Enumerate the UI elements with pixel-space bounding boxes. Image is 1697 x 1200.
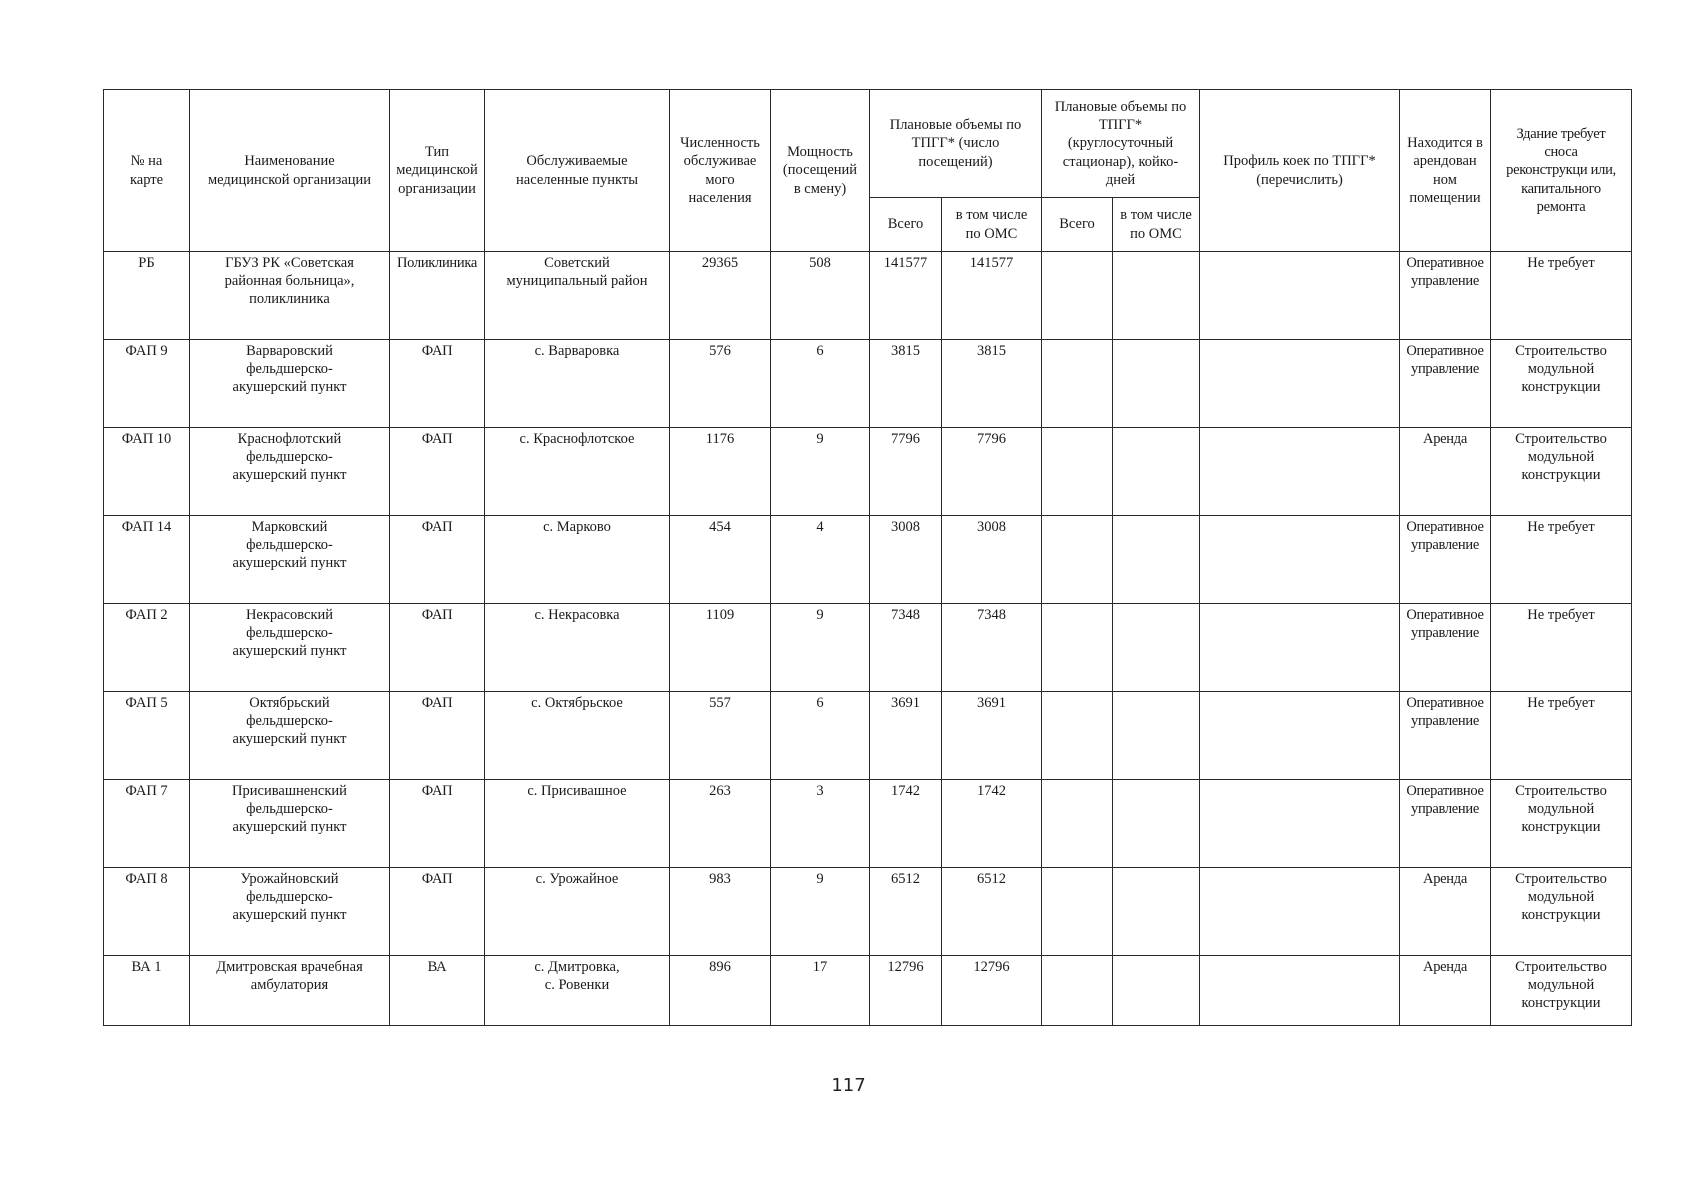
- cell-beds-total: [1042, 868, 1113, 956]
- table-row: [104, 780, 1632, 868]
- cell-rented: Оперативное управление: [1400, 252, 1491, 340]
- table-row: [104, 604, 1632, 692]
- cell-capacity: 9: [771, 428, 870, 516]
- cell-rebuild: Не требует: [1491, 516, 1632, 604]
- cell-settlements: с. Урожайное: [485, 868, 670, 956]
- cell-beds-total: [1042, 604, 1113, 692]
- cell-visits-total: 3008: [870, 516, 942, 604]
- cell-population: 1176: [670, 428, 771, 516]
- cell-beds-total: [1042, 340, 1113, 428]
- cell-bed-profile: [1200, 604, 1400, 692]
- cell-beds-total: [1042, 956, 1113, 1026]
- cell-capacity: 9: [771, 868, 870, 956]
- cell-beds-oms: [1113, 428, 1200, 516]
- cell-bed-profile: [1200, 428, 1400, 516]
- page-number: 117: [831, 1075, 866, 1096]
- cell-org-type: Поликлиника: [390, 252, 485, 340]
- header-settlements: Обслуживаемые населенные пункты: [485, 90, 670, 252]
- cell-rebuild: Строительство модульной конструкции: [1491, 780, 1632, 868]
- cell-capacity: 6: [771, 692, 870, 780]
- cell-rented: Оперативное управление: [1400, 516, 1491, 604]
- cell-org-type: ФАП: [390, 340, 485, 428]
- cell-beds-total: [1042, 692, 1113, 780]
- facilities-table: [103, 89, 1632, 1026]
- header-population: Численность обслуживае мого населения: [670, 90, 771, 252]
- cell-map-no: ФАП 8: [104, 868, 190, 956]
- header-capacity: Мощность (посещений в смену): [771, 90, 870, 252]
- header-beds-total: Всего: [1042, 198, 1113, 252]
- cell-map-no: ФАП 10: [104, 428, 190, 516]
- cell-org-name: Дмитровская врачебная амбулатория: [190, 956, 390, 1026]
- cell-rebuild: Строительство модульной конструкции: [1491, 340, 1632, 428]
- cell-capacity: 6: [771, 340, 870, 428]
- cell-visits-total: 6512: [870, 868, 942, 956]
- cell-visits-oms: 7348: [942, 604, 1042, 692]
- cell-visits-total: 141577: [870, 252, 942, 340]
- header-org-type: Тип медицинской организации: [390, 90, 485, 252]
- cell-bed-profile: [1200, 692, 1400, 780]
- header-rented: Находится в арендован ном помещении: [1400, 90, 1491, 252]
- cell-org-name: Некрасовский фельдшерско- акушерский пункт: [190, 604, 390, 692]
- cell-settlements: Советский муниципальный район: [485, 252, 670, 340]
- header-beds-group: Плановые объемы по ТПГГ* (круглосуточный стационар), койко- дней: [1042, 90, 1200, 198]
- cell-beds-oms: [1113, 604, 1200, 692]
- cell-org-type: ФАП: [390, 516, 485, 604]
- cell-rebuild: Строительство модульной конструкции: [1491, 428, 1632, 516]
- cell-beds-oms: [1113, 340, 1200, 428]
- cell-org-type: ФАП: [390, 604, 485, 692]
- cell-population: 29365: [670, 252, 771, 340]
- table-row: [104, 428, 1632, 516]
- cell-visits-total: 7348: [870, 604, 942, 692]
- document-sheet: [103, 89, 1632, 1026]
- cell-map-no: ФАП 2: [104, 604, 190, 692]
- cell-org-type: ФАП: [390, 428, 485, 516]
- cell-beds-oms: [1113, 956, 1200, 1026]
- cell-bed-profile: [1200, 516, 1400, 604]
- cell-bed-profile: [1200, 340, 1400, 428]
- cell-population: 983: [670, 868, 771, 956]
- cell-visits-oms: 3008: [942, 516, 1042, 604]
- cell-map-no: ВА 1: [104, 956, 190, 1026]
- cell-capacity: 17: [771, 956, 870, 1026]
- cell-visits-oms: 1742: [942, 780, 1042, 868]
- cell-org-name: Марковский фельдшерско- акушерский пункт: [190, 516, 390, 604]
- cell-rebuild: Не требует: [1491, 252, 1632, 340]
- cell-settlements: с. Варваровка: [485, 340, 670, 428]
- cell-visits-total: 3691: [870, 692, 942, 780]
- cell-beds-oms: [1113, 516, 1200, 604]
- cell-settlements: с. Октябрьское: [485, 692, 670, 780]
- header-org-name: Наименование медицинской организации: [190, 90, 390, 252]
- cell-beds-oms: [1113, 692, 1200, 780]
- cell-visits-oms: 3815: [942, 340, 1042, 428]
- cell-map-no: ФАП 9: [104, 340, 190, 428]
- cell-org-type: ФАП: [390, 868, 485, 956]
- cell-population: 576: [670, 340, 771, 428]
- cell-org-type: ФАП: [390, 692, 485, 780]
- cell-beds-oms: [1113, 252, 1200, 340]
- cell-rented: Оперативное управление: [1400, 692, 1491, 780]
- cell-org-name: Варваровский фельдшерско- акушерский пункт: [190, 340, 390, 428]
- cell-rebuild: Не требует: [1491, 604, 1632, 692]
- table-header: [104, 90, 1632, 252]
- cell-org-name: Краснофлотский фельдшерско- акушерский пункт: [190, 428, 390, 516]
- cell-beds-oms: [1113, 780, 1200, 868]
- cell-population: 263: [670, 780, 771, 868]
- cell-org-type: ВА: [390, 956, 485, 1026]
- header-visits-oms: в том числе по ОМС: [942, 198, 1042, 252]
- table-row: [104, 340, 1632, 428]
- header-map-no: № на карте: [104, 90, 190, 252]
- cell-beds-total: [1042, 516, 1113, 604]
- cell-beds-total: [1042, 428, 1113, 516]
- cell-rented: Аренда: [1400, 868, 1491, 956]
- cell-bed-profile: [1200, 780, 1400, 868]
- header-visits-group: Плановые объемы по ТПГГ* (число посещений): [870, 90, 1042, 198]
- cell-settlements: с. Марково: [485, 516, 670, 604]
- cell-beds-total: [1042, 252, 1113, 340]
- cell-rebuild: Не требует: [1491, 692, 1632, 780]
- cell-visits-oms: 141577: [942, 252, 1042, 340]
- header-rebuild: Здание требует сноса реконструкци или, капитального ремонта: [1491, 90, 1632, 252]
- cell-settlements: с. Некрасовка: [485, 604, 670, 692]
- table-row: [104, 692, 1632, 780]
- cell-bed-profile: [1200, 252, 1400, 340]
- cell-org-type: ФАП: [390, 780, 485, 868]
- cell-map-no: ФАП 7: [104, 780, 190, 868]
- cell-visits-oms: 12796: [942, 956, 1042, 1026]
- cell-rented: Аренда: [1400, 956, 1491, 1026]
- cell-population: 557: [670, 692, 771, 780]
- cell-capacity: 508: [771, 252, 870, 340]
- cell-capacity: 9: [771, 604, 870, 692]
- cell-beds-oms: [1113, 868, 1200, 956]
- table-body: [104, 252, 1632, 1026]
- cell-org-name: ГБУЗ РК «Советская районная больница», поликлиника: [190, 252, 390, 340]
- cell-bed-profile: [1200, 868, 1400, 956]
- cell-visits-total: 1742: [870, 780, 942, 868]
- cell-visits-oms: 3691: [942, 692, 1042, 780]
- cell-capacity: 3: [771, 780, 870, 868]
- cell-rented: Оперативное управление: [1400, 340, 1491, 428]
- cell-beds-total: [1042, 780, 1113, 868]
- cell-org-name: Октябрьский фельдшерско- акушерский пункт: [190, 692, 390, 780]
- cell-rented: Оперативное управление: [1400, 604, 1491, 692]
- header-bed-profile: Профиль коек по ТПГГ* (перечислить): [1200, 90, 1400, 252]
- cell-map-no: ФАП 14: [104, 516, 190, 604]
- cell-org-name: Присивашненский фельдшерско- акушерский пункт: [190, 780, 390, 868]
- cell-settlements: с. Дмитровка, с. Ровенки: [485, 956, 670, 1026]
- header-beds-oms: в том числе по ОМС: [1113, 198, 1200, 252]
- table-row: [104, 868, 1632, 956]
- cell-rebuild: Строительство модульной конструкции: [1491, 956, 1632, 1026]
- table-row: [104, 252, 1632, 340]
- cell-visits-total: 3815: [870, 340, 942, 428]
- cell-population: 454: [670, 516, 771, 604]
- cell-visits-total: 12796: [870, 956, 942, 1026]
- cell-visits-oms: 7796: [942, 428, 1042, 516]
- cell-map-no: РБ: [104, 252, 190, 340]
- cell-population: 1109: [670, 604, 771, 692]
- cell-rented: Оперативное управление: [1400, 780, 1491, 868]
- cell-rented: Аренда: [1400, 428, 1491, 516]
- table-row: [104, 956, 1632, 1026]
- cell-population: 896: [670, 956, 771, 1026]
- cell-capacity: 4: [771, 516, 870, 604]
- cell-bed-profile: [1200, 956, 1400, 1026]
- cell-settlements: с. Присивашное: [485, 780, 670, 868]
- cell-settlements: с. Краснофлотское: [485, 428, 670, 516]
- cell-org-name: Урожайновский фельдшерско- акушерский пункт: [190, 868, 390, 956]
- cell-visits-oms: 6512: [942, 868, 1042, 956]
- header-visits-total: Всего: [870, 198, 942, 252]
- table-row: [104, 516, 1632, 604]
- cell-visits-total: 7796: [870, 428, 942, 516]
- cell-rebuild: Строительство модульной конструкции: [1491, 868, 1632, 956]
- cell-map-no: ФАП 5: [104, 692, 190, 780]
